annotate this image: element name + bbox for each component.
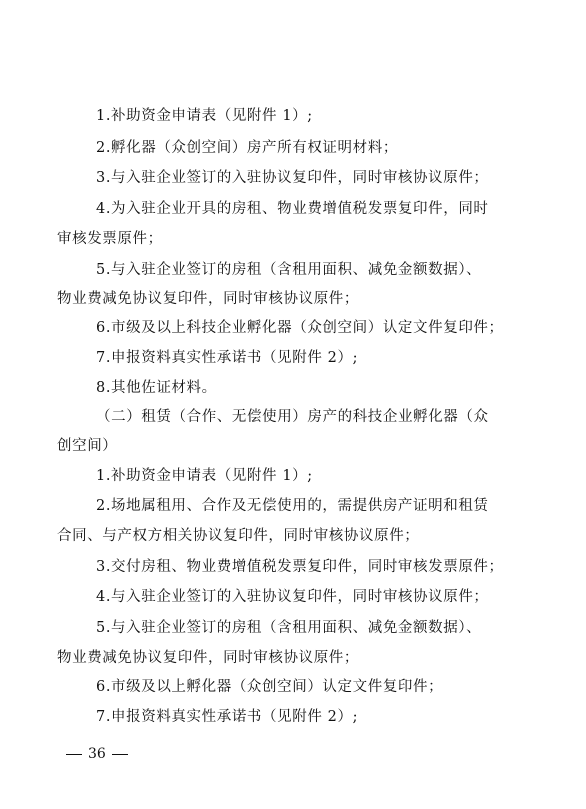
text-line: 7.申报资料真实性承诺书（见附件 2）; (96, 709, 359, 725)
footer-dash-left (66, 754, 82, 755)
section-heading-continuation: 创空间） (57, 438, 118, 454)
page-number: 36 (88, 746, 106, 762)
section-heading: （二）租赁（合作、无偿使用）房产的科技企业孵化器（众 (96, 409, 489, 425)
text-line: 3.交付房租、物业费增值税发票复印件，同时审核发票原件； (96, 559, 504, 575)
text-line: 合同、与产权方相关协议复印件，同时审核协议原件； (57, 528, 420, 544)
text-line: 6.市级及以上孵化器（众创空间）认定文件复印件； (96, 679, 444, 695)
text-line: 5.与入驻企业签订的房租（含租用面积、减免金额数据）、 (96, 620, 482, 636)
text-line: 1.补助资金申请表（见附件 1）; (96, 108, 313, 124)
text-line: 物业费减免协议复印件，同时审核协议原件； (57, 291, 359, 307)
text-line: 6.市级及以上科技企业孵化器（众创空间）认定文件复印件； (96, 320, 504, 336)
text-line: 审核发票原件； (57, 231, 163, 247)
text-line: 4.与入驻企业签订的入驻协议复印件，同时审核协议原件； (96, 589, 489, 605)
text-line: 8.其他佐证材料。 (96, 380, 217, 396)
text-line: 5.与入驻企业签订的房租（含租用面积、减免金额数据）、 (96, 262, 482, 278)
text-line: 1.补助资金申请表（见附件 1）; (96, 468, 313, 484)
text-line: 2.孵化器（众创空间）房产所有权证明材料； (96, 140, 398, 156)
text-line: 物业费减免协议复印件，同时审核协议原件； (57, 650, 359, 666)
page-footer (60, 744, 134, 764)
text-line: 4.为入驻企业开具的房租、物业费增值税发票复印件，同时 (96, 201, 489, 217)
footer-dash-right (112, 754, 128, 755)
text-line: 7.申报资料真实性承诺书（见附件 2）; (96, 350, 359, 366)
text-line: 3.与入驻企业签订的入驻协议复印件，同时审核协议原件； (96, 170, 489, 186)
text-line: 2.场地属租用、合作及无偿使用的，需提供房产证明和租赁 (96, 498, 489, 514)
